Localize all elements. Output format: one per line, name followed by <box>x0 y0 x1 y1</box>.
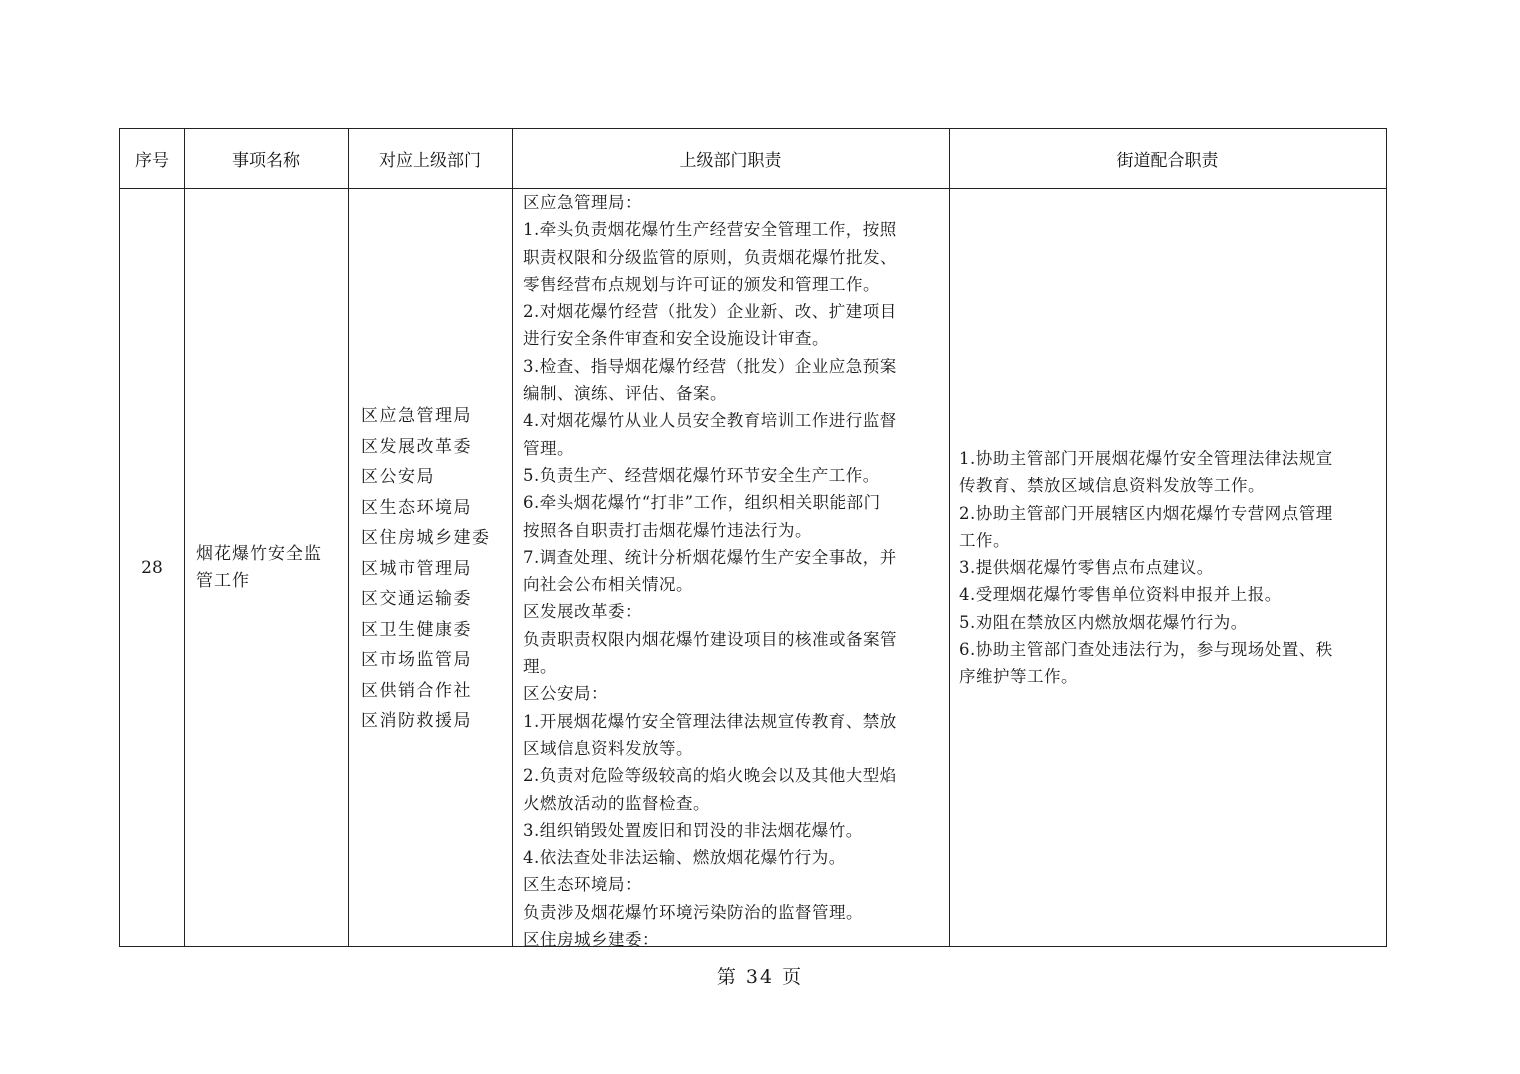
column-divider <box>348 129 349 946</box>
column-divider <box>184 129 185 946</box>
row-seq: 28 <box>141 557 163 578</box>
duty-line: 4.对烟花爆竹从业人员安全教育培训工作进行监督 <box>523 411 897 431</box>
duty-line: 编制、演练、评估、备案。 <box>523 384 727 404</box>
duty-line: 区域信息资料发放等。 <box>523 738 693 758</box>
duty-line: 3.检查、指导烟花爆竹经营（批发）企业应急预案 <box>523 356 897 376</box>
header-item-name: 事项名称 <box>232 151 300 171</box>
duty-line: 职责权限和分级监管的原则，负责烟花爆竹批发、 <box>523 247 897 267</box>
header-superior-duties: 上级部门职责 <box>679 151 782 171</box>
item-name-line: 管工作 <box>196 571 250 591</box>
department-item: 区交通运输委 <box>361 589 472 609</box>
page-number: 第 34 页 <box>716 966 804 988</box>
department-item: 区消防救援局 <box>361 711 472 731</box>
duty-line: 3.组织销毁处置废旧和罚没的非法烟花爆竹。 <box>523 820 863 840</box>
department-item: 区卫生健康委 <box>361 619 472 640</box>
department-item: 区应急管理局 <box>361 406 472 426</box>
duty-line: 按照各自职责打击烟花爆竹违法行为。 <box>523 520 812 540</box>
duty-line: 零售经营布点规划与许可证的颁发和管理工作。 <box>523 274 880 294</box>
duty-line: 进行安全条件审查和安全设施设计审查。 <box>523 329 829 349</box>
duty-line: 管理。 <box>523 438 574 458</box>
department-item: 区公安局 <box>361 467 435 487</box>
department-item: 区发展改革委 <box>361 436 472 457</box>
column-divider <box>512 129 513 946</box>
department-item: 区市场监管局 <box>361 650 472 670</box>
duty-line: 2.负责对危险等级较高的焰火晚会以及其他大型焰 <box>523 766 897 786</box>
duty-line: 理。 <box>523 657 557 677</box>
duty-line: 4.依法查处非法运输、燃放烟花爆竹行为。 <box>523 848 846 868</box>
street-duty-line: 6.协助主管部门查处违法行为，参与现场处置、秩 <box>959 640 1333 660</box>
street-duty-line: 传教育、禁放区域信息资料发放等工作。 <box>959 476 1265 496</box>
responsibility-table <box>119 128 1387 950</box>
street-duty-line: 1.协助主管部门开展烟花爆竹安全管理法律法规宣 <box>959 449 1333 468</box>
duty-line: 7.调查处理、统计分析烟花爆竹生产安全事故，并 <box>523 547 897 567</box>
duty-line: 区发展改革委： <box>523 602 642 622</box>
duty-line: 1.开展烟花爆竹安全管理法律法规宣传教育、禁放 <box>523 711 897 731</box>
street-duty-line: 2.协助主管部门开展辖区内烟花爆竹专营网点管理 <box>959 503 1333 523</box>
item-name-line: 烟花爆竹安全监 <box>196 544 322 564</box>
row-departments <box>361 401 501 737</box>
street-duty-line: 4.受理烟花爆竹零售单位资料申报并上报。 <box>959 585 1282 605</box>
department-item: 区供销合作社 <box>361 680 472 701</box>
street-duty-line: 5.劝阻在禁放区内燃放烟花爆竹行为。 <box>959 612 1248 632</box>
duty-line: 1.牵头负责烟花爆竹生产经营安全管理工作，按照 <box>523 220 897 240</box>
duty-line: 5.负责生产、经营烟花爆竹环节安全生产工作。 <box>523 465 880 485</box>
department-item: 区生态环境局 <box>361 497 472 518</box>
header-street-duties: 街道配合职责 <box>1116 151 1219 171</box>
duty-line: 区公安局： <box>523 684 608 704</box>
duty-line: 负责职责权限内烟花爆竹建设项目的核准或备案管 <box>523 629 897 649</box>
header-superior-dept: 对应上级部门 <box>379 151 481 171</box>
street-duty-line: 序维护等工作。 <box>959 667 1078 687</box>
header-seq: 序号 <box>135 151 169 171</box>
row-superior-duties <box>523 189 941 953</box>
duty-line: 火燃放活动的监督检查。 <box>523 793 710 813</box>
street-duty-line: 3.提供烟花爆竹零售点布点建议。 <box>959 558 1214 578</box>
duty-line: 2.对烟花爆竹经营（批发）企业新、改、扩建项目 <box>523 302 897 322</box>
row-street-duties <box>959 445 1379 691</box>
column-divider <box>949 129 950 946</box>
department-item: 区城市管理局 <box>361 558 472 579</box>
duty-line: 区住房城乡建委： <box>523 930 659 950</box>
duty-line: 负责涉及烟花爆竹环境污染防治的监督管理。 <box>523 902 863 922</box>
duty-line: 向社会公布相关情况。 <box>523 575 693 595</box>
row-item-name <box>196 541 346 595</box>
street-duty-line: 工作。 <box>959 530 1010 550</box>
department-item: 区住房城乡建委 <box>361 528 491 548</box>
duty-line: 6.牵头烟花爆竹“打非”工作，组织相关职能部门 <box>523 493 881 513</box>
duty-line: 区生态环境局： <box>523 875 642 895</box>
duty-line: 区应急管理局： <box>523 193 642 212</box>
